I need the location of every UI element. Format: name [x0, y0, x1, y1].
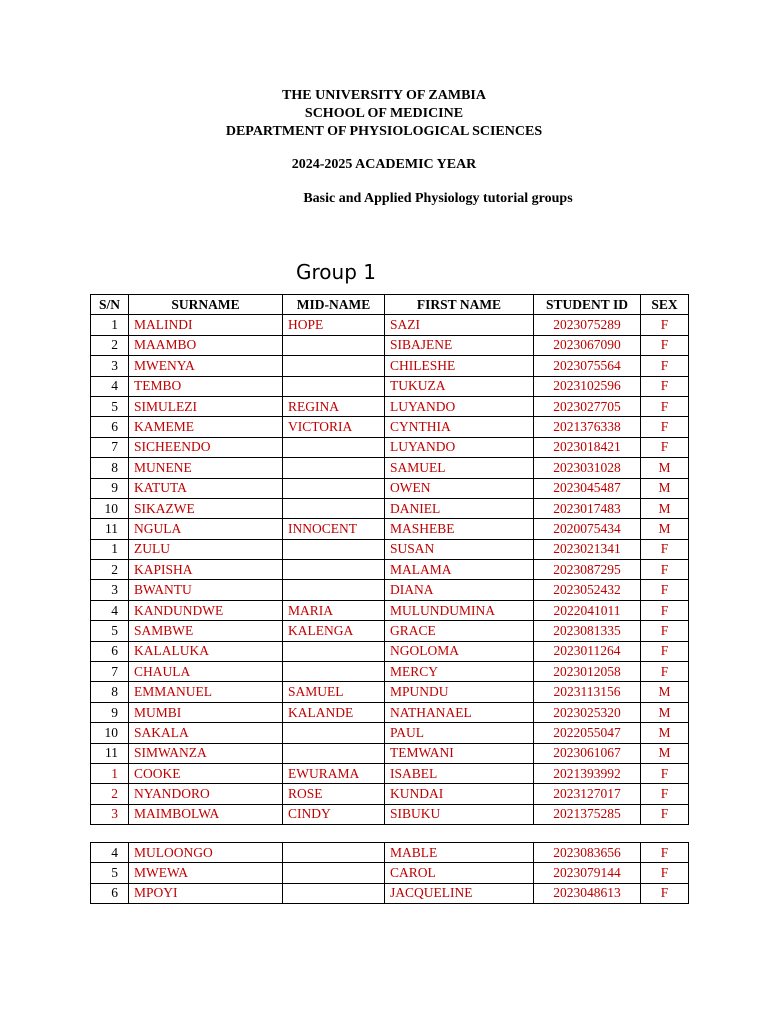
table-row: [91, 843, 689, 863]
row-first-name: ISABEL: [385, 763, 534, 783]
row-first-name: MPUNDU: [385, 682, 534, 702]
row-surname: KANDUNDWE: [129, 600, 283, 620]
row-mid-name: REGINA: [283, 396, 385, 416]
row-student-id: 2023067090: [534, 335, 641, 355]
row-first-name: MABLE: [385, 843, 534, 863]
row-surname: CHAULA: [129, 662, 283, 682]
school-name: SCHOOL OF MEDICINE: [304, 106, 464, 121]
row-serial-number: 9: [91, 702, 129, 722]
row-mid-name: [283, 437, 385, 457]
row-first-name: MALAMA: [385, 560, 534, 580]
department-name: DEPARTMENT OF PHYSIOLOGICAL SCIENCES: [225, 124, 543, 139]
row-serial-number: 4: [91, 376, 129, 396]
table-row: [91, 580, 689, 600]
row-serial-number: 5: [91, 396, 129, 416]
row-serial-number: 6: [91, 641, 129, 661]
row-sex: F: [641, 376, 689, 396]
row-mid-name: [283, 743, 385, 763]
row-mid-name: [283, 560, 385, 580]
row-student-id: 2023048613: [534, 883, 641, 903]
table-row: [91, 723, 689, 743]
row-surname: KATUTA: [129, 478, 283, 498]
row-student-id: 2022041011: [534, 600, 641, 620]
row-first-name: DANIEL: [385, 498, 534, 518]
row-first-name: MULUNDUMINA: [385, 600, 534, 620]
row-sex: M: [641, 723, 689, 743]
table-row: [91, 335, 689, 355]
student-table-continued: [90, 842, 689, 904]
row-serial-number: 11: [91, 519, 129, 539]
row-serial-number: 6: [91, 417, 129, 437]
row-first-name: CHILESHE: [385, 356, 534, 376]
row-mid-name: [283, 458, 385, 478]
row-sex: F: [641, 580, 689, 600]
row-first-name: KUNDAI: [385, 784, 534, 804]
table-row: [91, 702, 689, 722]
row-surname: SIMWANZA: [129, 743, 283, 763]
row-mid-name: [283, 498, 385, 518]
table-row: [91, 315, 689, 335]
table-row: [91, 437, 689, 457]
row-surname: KALALUKA: [129, 641, 283, 661]
table-row: [91, 519, 689, 539]
row-first-name: MASHEBE: [385, 519, 534, 539]
column-header-mid-name: MID-NAME: [283, 295, 385, 315]
row-mid-name: [283, 356, 385, 376]
table-row: [91, 356, 689, 376]
row-surname: MULOONGO: [129, 843, 283, 863]
row-sex: F: [641, 784, 689, 804]
row-first-name: DIANA: [385, 580, 534, 600]
row-student-id: 2023075289: [534, 315, 641, 335]
row-student-id: 2023102596: [534, 376, 641, 396]
row-mid-name: [283, 883, 385, 903]
column-header-surname: SURNAME: [129, 295, 283, 315]
row-first-name: LUYANDO: [385, 396, 534, 416]
row-mid-name: [283, 478, 385, 498]
row-sex: M: [641, 498, 689, 518]
row-student-id: 2023075564: [534, 356, 641, 376]
row-mid-name: [283, 863, 385, 883]
row-sex: F: [641, 621, 689, 641]
row-surname: MPOYI: [129, 883, 283, 903]
row-student-id: 2023113156: [534, 682, 641, 702]
row-first-name: JACQUELINE: [385, 883, 534, 903]
row-first-name: PAUL: [385, 723, 534, 743]
row-first-name: SIBAJENE: [385, 335, 534, 355]
row-mid-name: [283, 723, 385, 743]
row-sex: F: [641, 863, 689, 883]
row-sex: F: [641, 804, 689, 824]
student-table-body: [91, 315, 689, 825]
row-first-name: GRACE: [385, 621, 534, 641]
row-student-id: 2023012058: [534, 662, 641, 682]
table-row: [91, 662, 689, 682]
row-surname: MWENYA: [129, 356, 283, 376]
row-mid-name: EWURAMA: [283, 763, 385, 783]
row-serial-number: 2: [91, 784, 129, 804]
table-row: [91, 560, 689, 580]
row-mid-name: [283, 580, 385, 600]
row-mid-name: ROSE: [283, 784, 385, 804]
row-sex: M: [641, 743, 689, 763]
row-serial-number: 11: [91, 743, 129, 763]
row-first-name: SAMUEL: [385, 458, 534, 478]
table-row: [91, 883, 689, 903]
table-row: [91, 417, 689, 437]
row-student-id: 2023081335: [534, 621, 641, 641]
row-sex: F: [641, 539, 689, 559]
row-sex: F: [641, 843, 689, 863]
row-first-name: TUKUZA: [385, 376, 534, 396]
row-surname: SAKALA: [129, 723, 283, 743]
row-student-id: 2023045487: [534, 478, 641, 498]
row-mid-name: SAMUEL: [283, 682, 385, 702]
row-serial-number: 9: [91, 478, 129, 498]
row-mid-name: MARIA: [283, 600, 385, 620]
row-mid-name: [283, 539, 385, 559]
student-table: [90, 294, 689, 825]
group-title: Group 1: [296, 260, 376, 284]
row-student-id: 2023087295: [534, 560, 641, 580]
table-row: [91, 863, 689, 883]
row-student-id: 2021376338: [534, 417, 641, 437]
row-serial-number: 6: [91, 883, 129, 903]
row-serial-number: 7: [91, 437, 129, 457]
row-sex: M: [641, 478, 689, 498]
row-first-name: NGOLOMA: [385, 641, 534, 661]
row-surname: ZULU: [129, 539, 283, 559]
row-serial-number: 1: [91, 315, 129, 335]
row-surname: MALINDI: [129, 315, 283, 335]
row-sex: M: [641, 519, 689, 539]
row-serial-number: 5: [91, 863, 129, 883]
row-mid-name: INNOCENT: [283, 519, 385, 539]
row-surname: SICHEENDO: [129, 437, 283, 457]
row-student-id: 2020075434: [534, 519, 641, 539]
row-serial-number: 5: [91, 621, 129, 641]
row-surname: MUMBI: [129, 702, 283, 722]
row-surname: EMMANUEL: [129, 682, 283, 702]
table-header-row: [91, 295, 689, 315]
row-first-name: CAROL: [385, 863, 534, 883]
row-surname: MUNENE: [129, 458, 283, 478]
row-surname: KAMEME: [129, 417, 283, 437]
row-mid-name: CINDY: [283, 804, 385, 824]
row-first-name: NATHANAEL: [385, 702, 534, 722]
row-student-id: 2022055047: [534, 723, 641, 743]
student-table-continued-body: [91, 843, 689, 904]
row-sex: F: [641, 335, 689, 355]
row-mid-name: [283, 335, 385, 355]
row-sex: M: [641, 702, 689, 722]
row-serial-number: 8: [91, 458, 129, 478]
document-subtitle: Basic and Applied Physiology tutorial groups: [303, 191, 573, 206]
row-first-name: MERCY: [385, 662, 534, 682]
column-header-student-id: STUDENT ID: [534, 295, 641, 315]
row-serial-number: 7: [91, 662, 129, 682]
row-first-name: SIBUKU: [385, 804, 534, 824]
row-serial-number: 3: [91, 356, 129, 376]
row-surname: BWANTU: [129, 580, 283, 600]
table-row: [91, 763, 689, 783]
column-header-first-name: FIRST NAME: [385, 295, 534, 315]
row-surname: NGULA: [129, 519, 283, 539]
row-sex: F: [641, 315, 689, 335]
table-row: [91, 478, 689, 498]
row-mid-name: [283, 662, 385, 682]
row-student-id: 2023127017: [534, 784, 641, 804]
row-serial-number: 3: [91, 804, 129, 824]
table-row: [91, 621, 689, 641]
row-student-id: 2023079144: [534, 863, 641, 883]
row-serial-number: 1: [91, 763, 129, 783]
row-mid-name: KALENGA: [283, 621, 385, 641]
row-sex: F: [641, 356, 689, 376]
table-row: [91, 600, 689, 620]
row-sex: F: [641, 396, 689, 416]
table-row: [91, 498, 689, 518]
row-sex: F: [641, 662, 689, 682]
row-student-id: 2023031028: [534, 458, 641, 478]
row-surname: SIMULEZI: [129, 396, 283, 416]
table-row: [91, 743, 689, 763]
row-first-name: SUSAN: [385, 539, 534, 559]
row-student-id: 2023027705: [534, 396, 641, 416]
row-student-id: 2023017483: [534, 498, 641, 518]
row-student-id: 2021393992: [534, 763, 641, 783]
row-surname: SIKAZWE: [129, 498, 283, 518]
row-serial-number: 3: [91, 580, 129, 600]
row-sex: F: [641, 763, 689, 783]
row-mid-name: KALANDE: [283, 702, 385, 722]
table-row: [91, 539, 689, 559]
row-student-id: 2023018421: [534, 437, 641, 457]
academic-year: 2024-2025 ACADEMIC YEAR: [291, 157, 477, 172]
row-serial-number: 1: [91, 539, 129, 559]
row-serial-number: 2: [91, 335, 129, 355]
row-serial-number: 4: [91, 843, 129, 863]
row-serial-number: 4: [91, 600, 129, 620]
row-first-name: SAZI: [385, 315, 534, 335]
table-row: [91, 682, 689, 702]
row-student-id: 2021375285: [534, 804, 641, 824]
row-surname: SAMBWE: [129, 621, 283, 641]
row-serial-number: 2: [91, 560, 129, 580]
row-first-name: TEMWANI: [385, 743, 534, 763]
row-first-name: LUYANDO: [385, 437, 534, 457]
row-student-id: 2023021341: [534, 539, 641, 559]
row-sex: F: [641, 560, 689, 580]
table-row: [91, 804, 689, 824]
row-student-id: 2023061067: [534, 743, 641, 763]
table-row: [91, 396, 689, 416]
row-sex: M: [641, 682, 689, 702]
row-sex: M: [641, 458, 689, 478]
row-student-id: 2023052432: [534, 580, 641, 600]
row-first-name: CYNTHIA: [385, 417, 534, 437]
table-row: [91, 784, 689, 804]
row-sex: F: [641, 417, 689, 437]
row-mid-name: [283, 376, 385, 396]
row-surname: TEMBO: [129, 376, 283, 396]
table-row: [91, 458, 689, 478]
row-student-id: 2023011264: [534, 641, 641, 661]
row-surname: MAIMBOLWA: [129, 804, 283, 824]
row-sex: F: [641, 600, 689, 620]
row-student-id: 2023083656: [534, 843, 641, 863]
row-sex: F: [641, 641, 689, 661]
row-first-name: OWEN: [385, 478, 534, 498]
row-mid-name: HOPE: [283, 315, 385, 335]
row-serial-number: 8: [91, 682, 129, 702]
row-serial-number: 10: [91, 498, 129, 518]
row-sex: F: [641, 883, 689, 903]
row-surname: COOKE: [129, 763, 283, 783]
row-mid-name: [283, 641, 385, 661]
row-surname: NYANDORO: [129, 784, 283, 804]
row-surname: MAAMBO: [129, 335, 283, 355]
row-serial-number: 10: [91, 723, 129, 743]
table-row: [91, 641, 689, 661]
column-header-sex: SEX: [641, 295, 689, 315]
row-surname: MWEWA: [129, 863, 283, 883]
row-mid-name: VICTORIA: [283, 417, 385, 437]
row-sex: F: [641, 437, 689, 457]
row-surname: KAPISHA: [129, 560, 283, 580]
column-header-sn: S/N: [91, 295, 129, 315]
row-student-id: 2023025320: [534, 702, 641, 722]
row-mid-name: [283, 843, 385, 863]
table-row: [91, 376, 689, 396]
university-name: THE UNIVERSITY OF ZAMBIA: [282, 88, 486, 103]
